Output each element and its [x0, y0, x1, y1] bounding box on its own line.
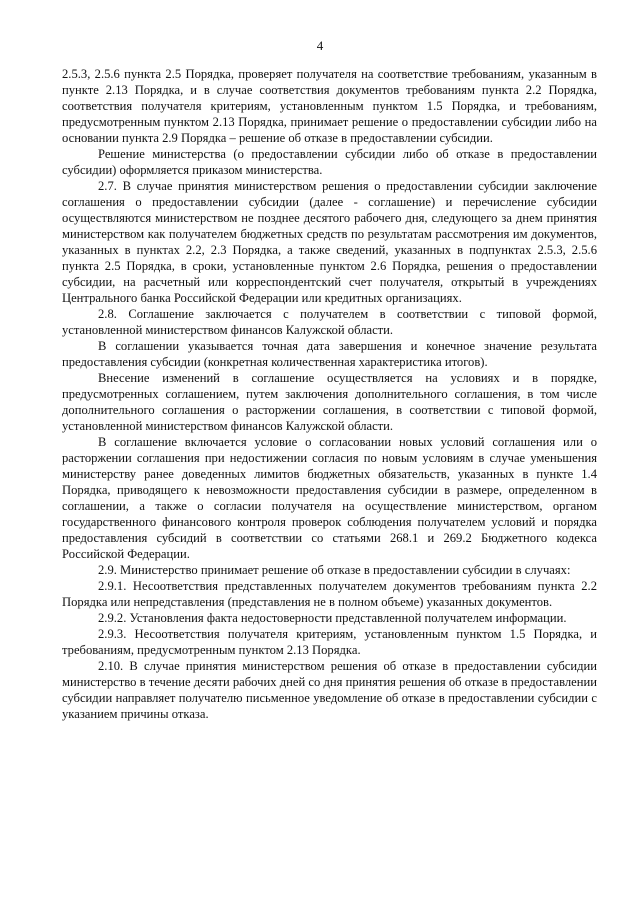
- paragraph-agreement-date: В соглашении указывается точная дата завершения и конечное значение результата предоставления субсидии (конкретная количественная характеристика итогов).: [62, 339, 597, 369]
- paragraph-agreement-changes: Внесение изменений в соглашение осуществляется на условиях и в порядке, предусмотренных соглашением, путем заключения дополнительного соглашения, в том числе дополнительного соглашения о расторжении соглашения, в соответствии с типовой формой, установленной министерством финансов Калужской области.: [62, 371, 597, 433]
- paragraph-decision-form: Решение министерства (о предоставлении субсидии либо об отказе в предоставлении субсидии) оформляется приказом министерства.: [62, 147, 597, 177]
- paragraph-2-9-1: 2.9.1. Несоответствия представленных получателем документов требованиям пункта 2.2 Порядка или непредставления (представления не в полном объеме) указанных документов.: [62, 579, 597, 609]
- paragraph-agreement-conditions: В соглашение включается условие о согласовании новых условий соглашения или о расторжении соглашения при недостижении согласия по новым условиям в случае уменьшения министерству ранее доведенных лимитов бюджетных обязательств, указанных в пункте 1.4 Порядка, приводящего к невозможности предоставления субсидии в размере, определенном в соглашении, а также о согласии получателя на осуществление министерством, органом государственного финансового контроля проверок соблюдения получателем условий и порядка предоставления субсидий в соответствии со статьями 268.1 и 269.2 Бюджетного кодекса Российской Федерации.: [62, 435, 597, 561]
- page-number: 4: [316, 38, 324, 53]
- paragraph-2-9-2: 2.9.2. Установления факта недостоверности представленной получателем информации.: [98, 611, 567, 625]
- paragraph-2-9: 2.9. Министерство принимает решение об отказе в предоставлении субсидии в случаях:: [98, 563, 571, 577]
- paragraph-2-10: 2.10. В случае принятия министерством решения об отказе в предоставлении субсидии министерство в течение десяти рабочих дней со дня принятия решения об отказе в предоставлении субсидии направляет получателю письменное уведомление об отказе в предоставлении субсидии с указанием причины отказа.: [62, 659, 597, 721]
- document-body: [62, 66, 597, 722]
- paragraph-2-6-continuation: 2.5.3, 2.5.6 пункта 2.5 Порядка, проверяет получателя на соответствие требованиям, указанным в пункте 2.13 Порядка, и в случае соответствия документов требованиям пункта 2.2 Порядка, соответствия получателя критериям, установленным пунктом 1.5 Порядка, и требованиям, предусмотренным пунктом 2.13 Порядка, принимает решение о предоставлении субсидии либо на основании пункта 2.9 Порядка – решение об отказе в предоставлении субсидии.: [62, 67, 597, 145]
- paragraph-2-7: 2.7. В случае принятия министерством решения о предоставлении субсидии заключение соглашения о предоставлении субсидии (далее - соглашение) и перечисление субсидии осуществляются министерством не позднее десятого рабочего дня, следующего за днем принятия министерством как получателем бюджетных средств по результатам рассмотрения им документов, указанных в пунктах 2.2, 2.3 Порядка, а также сведений, указанных в подпунктах 2.5.3, 2.5.6 пункта 2.5 Порядка, в сроки, установленные пунктом 2.6 Порядка, решения о предоставлении субсидии, на расчетный или корреспондентский счет получателя, открытый в учреждениях Центрального банка Российской Федерации или кредитных организациях.: [62, 179, 597, 305]
- paragraph-2-9-3: 2.9.3. Несоответствия получателя критериям, установленным пунктом 1.5 Порядка, и требованиям, предусмотренным пунктом 2.13 Порядка.: [62, 627, 597, 657]
- paragraph-2-8: 2.8. Соглашение заключается с получателем в соответствии с типовой формой, установленной министерством финансов Калужской области.: [62, 307, 597, 337]
